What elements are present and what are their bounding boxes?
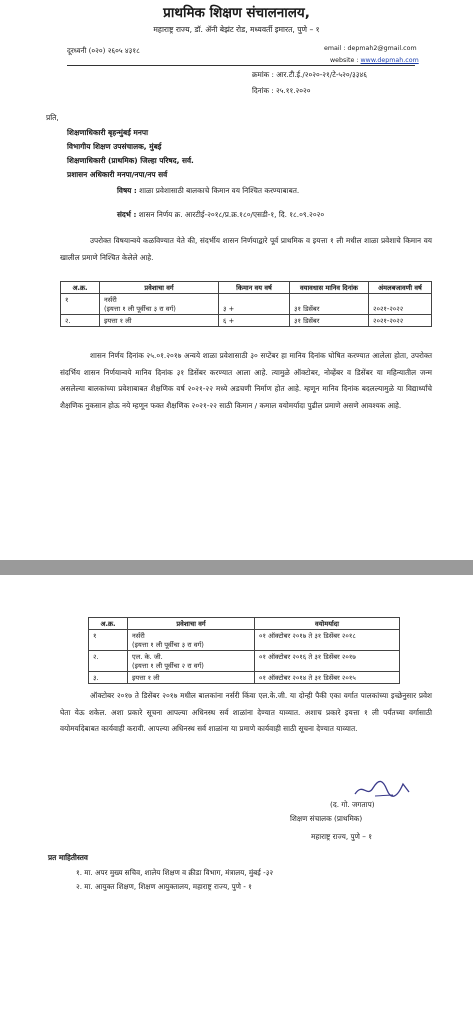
implementation-year-cell: २०२१-२०२२ <box>369 294 432 315</box>
age-range-cell: ०१ ऑक्टोबर २०१६ ते ३१ डिसेंबर २०१७ <box>255 651 400 672</box>
class-cell: इयत्ता १ ली <box>128 672 255 684</box>
class-cell <box>128 651 255 672</box>
column-header: अंमलबजावणी वर्ष <box>369 282 432 294</box>
class-name: नर्सरी <box>132 632 145 640</box>
table-row <box>89 672 400 684</box>
copy-to-label: प्रत माहितीस्तव <box>48 853 88 862</box>
class-cell <box>100 294 219 315</box>
recipients-label: प्रति, <box>46 113 59 122</box>
column-header: वयावधास मानिव दिनांक <box>290 282 369 294</box>
signature-mark <box>353 776 413 800</box>
reference-label: संदर्भ : <box>117 210 137 219</box>
column-header: प्रवेशाचा वर्ग <box>128 618 255 630</box>
column-header: वयोमर्यादा <box>255 618 400 630</box>
phone-number: दूरध्वनी (०२०) २६०५ ४३१८ <box>67 46 140 55</box>
row-number: २. <box>89 651 128 672</box>
signatory-name: (द. गो. जगताप) <box>330 800 375 809</box>
website-line <box>330 57 419 64</box>
class-name: एल. के. जी. <box>132 653 163 661</box>
row-number: १ <box>89 630 128 651</box>
table-row <box>89 630 400 651</box>
office-address: महाराष्ट्र राज्य, डॉ. ॲनी बेझंट रोड, मध्यवर्ती इमारत, पुणे – १ <box>153 25 320 34</box>
min-age-cell: ६ + <box>219 315 290 327</box>
minimum-age-table <box>60 281 432 327</box>
intro-paragraph: उपरोक्त विषयान्वये कळविण्यात येते की, संदर्भीय शासन निर्णयाद्वारे पूर्व प्राथमिक व इयत्ता १ ली मधील शाळा प्रवेशाचे किमान वय खालील प्रमाणे निश्चित केलेले आहे. <box>60 236 432 262</box>
recipient-item: प्रशासन अधिकारी मनपा/नपा/नप सर्व <box>67 170 168 179</box>
website-link[interactable]: www.depmah.com <box>360 57 419 64</box>
reference-line <box>117 210 324 220</box>
table-row <box>89 651 400 672</box>
subject-text: शाळा प्रवेशासाठी बालकाचे किमान वय निश्चित करण्याबाबत. <box>136 186 300 195</box>
table-header-row <box>89 618 400 630</box>
column-header: अ.क्र. <box>61 282 100 294</box>
email-label: email : <box>324 45 348 52</box>
column-header: प्रवेशाचा वर्ग <box>100 282 219 294</box>
table-header-row <box>61 282 432 294</box>
table-row <box>61 294 432 315</box>
age-limit-table <box>88 617 400 684</box>
row-number: ३. <box>89 672 128 684</box>
recipient-item: शिक्षणाधिकारी बृहन्मुंबई मनपा <box>67 128 149 137</box>
class-cell: इयत्ता १ ली <box>100 315 219 327</box>
column-header: किमान वय वर्ष <box>219 282 290 294</box>
email-line <box>324 45 417 52</box>
subject-line <box>117 186 299 196</box>
min-age-cell: ३ + <box>219 294 290 315</box>
copy-to-item: २. मा. आयुक्त शिक्षण, शिक्षण आयुक्तालय, महाराष्ट्र राज्य, पुणे - १ <box>76 882 252 891</box>
page-separator <box>0 560 473 575</box>
explanation-paragraph: शासन निर्णय दिनांक २५.०१.२०१७ अन्वये शाळा प्रवेशासाठी ३० सप्टेंबर हा मानिव दिनांक घोषित करण्यात आलेला होता, उपरोक्त संदर्भिय शासन निर्णयान्वये मानिव दिनांक ३१ डिसेंबर करण्यात आला आहे. त्यामुळे ऑक्टोबर, नोव्हेंबर व डिसेंबर या महिन्यातील जन्म असलेल्या बालकांच्या प्रवेशाबाबत शैक्षणिक वर्ष २०२१-२२ मध्ये अडचणी निर्माण होत आहे. म्हणून मानिव दिनांक बदलल्यामुळे या विद्यार्थ्यांचे शैक्षणिक नुकसान होऊ नये म्हणून फक्त शैक्षणिक २०२१-२२ साठी किमान / कमाल वयोमर्यादा पुढील प्रमाणे असणे आवश्यक आहे. <box>60 351 432 410</box>
header-divider <box>67 65 415 66</box>
column-header: अ.क्र. <box>89 618 128 630</box>
website-label: website : <box>330 57 361 64</box>
age-range-cell: ०१ ऑक्टोबर २०१४ ते ३१ डिसेंबर २०१५ <box>255 672 400 684</box>
signatory-place: महाराष्ट्र राज्य, पुणे – १ <box>311 832 373 841</box>
office-title: प्राथमिक शिक्षण संचालनालय, <box>163 5 310 21</box>
class-note: (इयत्ता १ ली पूर्वीचा २ रा वर्ग) <box>132 662 204 670</box>
reference-text: शासन निर्णय क्र. आरटीई-२०१८/प्र.क्र.१८०/एसडी-१, दि. १८.०९.२०२० <box>136 210 325 219</box>
reference-number: क्रमांक : आर.टी.ई./२०२०-२१/टे-५२०/३३४६ <box>252 70 368 79</box>
admission-paragraph: ऑक्टोबर २०१७ ते डिसेंबर २०१७ मधील बालकांना नर्सरी किंवा एल.के.जी. या दोन्ही पैकी एका वर्गात पालकांच्या इच्छेनुसार प्रवेश घेता येऊ शकेल. अशा प्रकारे सूचना आपल्या अधिनस्थ सर्व शाळांना देण्यात याव्यात. अशाच प्रकारे इयत्ता १ ली पर्यंतच्या वर्गासाठी वयोमर्यादेबाबत कार्यवाही करावी. आपल्या अधिनस्थ सर्व शाळांना या प्रमाणे कार्यवाही साठी सूचना देण्यात याव्यात. <box>60 691 432 734</box>
row-number: २. <box>61 315 100 327</box>
age-range-cell: ०१ ऑक्टोबर २०१७ ते ३१ डिसेंबर २०१८ <box>255 630 400 651</box>
table-row <box>61 315 432 327</box>
row-number: १ <box>61 294 100 315</box>
recipient-item: शिक्षणाधिकारी (प्राथमिक) जिल्हा परिषद, सर्व. <box>67 156 194 165</box>
implementation-year-cell: २०२१-२०२२ <box>369 315 432 327</box>
email-address: depmah2@gmail.com <box>347 45 417 52</box>
cutoff-date-cell: ३१ डिसेंबर <box>290 315 369 327</box>
class-note: (इयत्ता १ ली पूर्वीचा ३ रा वर्ग) <box>104 305 176 313</box>
cutoff-date-cell: ३१ डिसेंबर <box>290 294 369 315</box>
recipient-item: विभागीय शिक्षण उपसंचालक, मुंबई <box>67 142 162 151</box>
class-cell <box>128 630 255 651</box>
class-note: (इयत्ता १ ली पूर्वीचा ३ रा वर्ग) <box>132 641 204 649</box>
class-name: नर्सरी <box>104 296 117 304</box>
copy-to-item: १. मा. अपर मुख्य सचिव, शालेय शिक्षण व क्रीडा विभाग, मंत्रालय, मुंबई -३२ <box>76 868 274 877</box>
reference-date: दिनांक : २५.११.२०२० <box>252 86 311 95</box>
subject-label: विषय : <box>117 186 137 195</box>
signatory-designation: शिक्षण संचालक (प्राथमिक) <box>290 814 363 823</box>
